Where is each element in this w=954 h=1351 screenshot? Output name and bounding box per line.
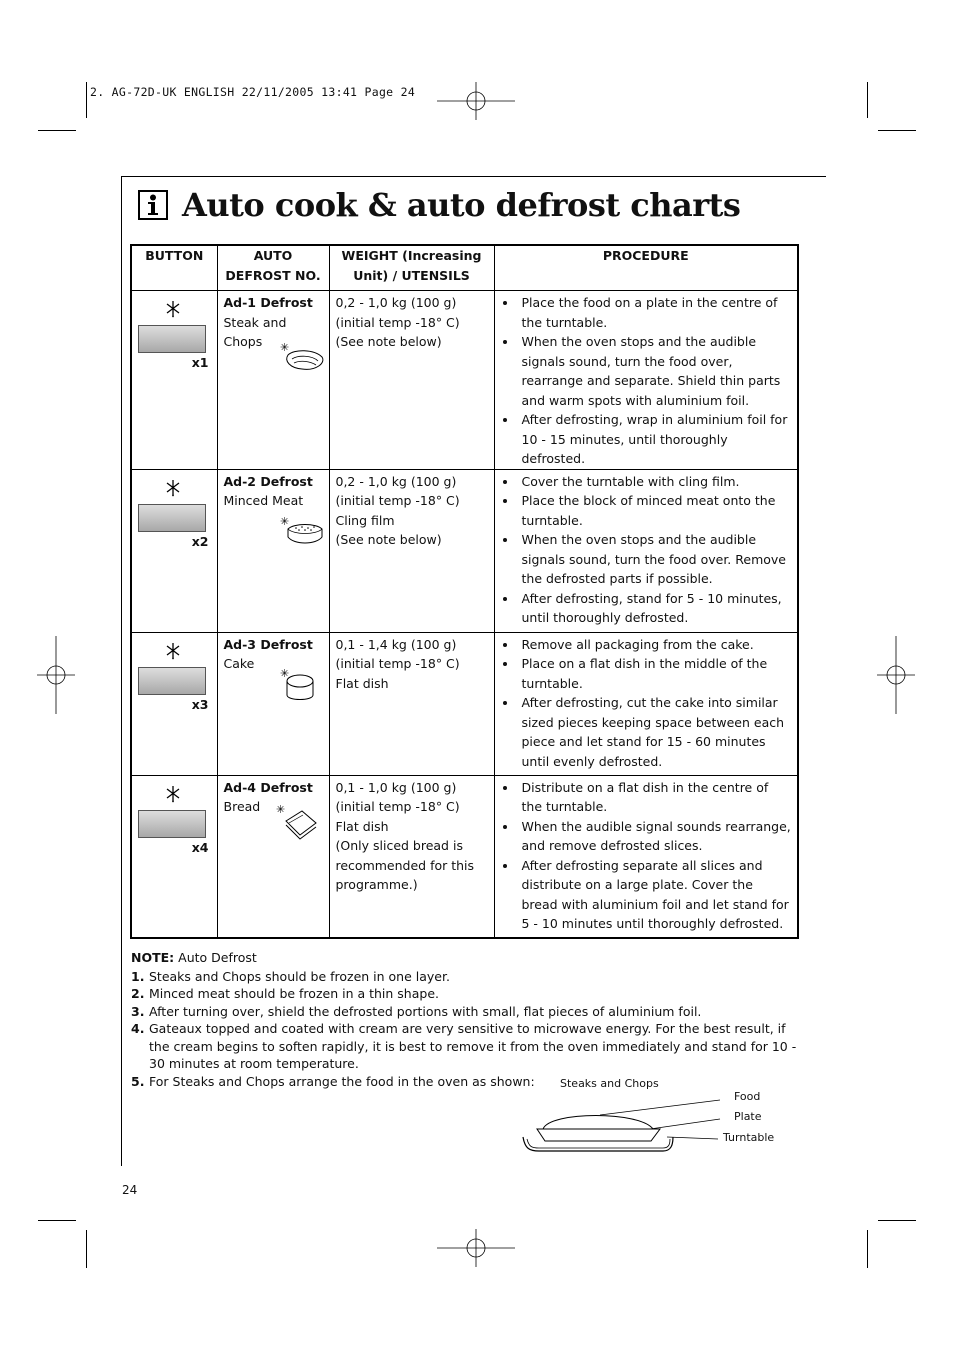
programme-cell xyxy=(217,775,329,938)
button-cell xyxy=(131,291,217,470)
note-number: 1. xyxy=(131,968,145,984)
programme-name: Ad-2 Defrost xyxy=(223,473,313,489)
food-type: Minced Meat xyxy=(223,493,304,508)
weight-line: (Only sliced bread is recommended for this programme.) xyxy=(335,838,475,892)
svg-text:✳: ✳ xyxy=(279,514,289,528)
crop-mark xyxy=(867,82,868,118)
note-label: NOTE: xyxy=(131,950,175,965)
table-header-row xyxy=(131,245,798,291)
column-header: PROCEDURE xyxy=(494,245,798,291)
weight-line: 0,2 - 1,0 kg (100 g) xyxy=(335,473,457,489)
note-text: After turning over, shield the defrosted portions with small, flat pieces of aluminium foil. xyxy=(149,1003,702,1019)
weight-line: (initial temp -18° C) xyxy=(335,314,460,330)
press-count: x3 xyxy=(191,696,209,712)
button-cell xyxy=(131,469,217,632)
procedure-step: • When the audible signal sounds rearrange, and remove defrosted slices. xyxy=(518,817,792,856)
programme-name: Ad-1 Defrost xyxy=(223,295,313,310)
crop-mark xyxy=(878,130,916,131)
procedure-step: • After defrosting, cut the cake into similar sized pieces keeping space between each piece and let stand for 15 - 60 minutes until evenly defrosted. xyxy=(518,693,792,771)
procedure-step: • Place on a flat dish in the middle of the turntable. xyxy=(518,654,792,693)
weight-line: Flat dish xyxy=(335,675,389,691)
weight-cell xyxy=(329,632,494,775)
list-item xyxy=(131,1003,803,1021)
weight-line: (See note below) xyxy=(335,532,442,547)
diagram-caption: Steaks and Chops xyxy=(560,1077,659,1090)
procedure-step: • Distribute on a flat dish in the centre of the turntable. xyxy=(518,778,792,817)
procedure-step: • Place the food on a plate in the centre of the turntable. xyxy=(518,293,792,332)
page-header xyxy=(138,186,740,224)
procedure-step: • When the oven stops and the audible signals sound, turn the food over, rearrange and separate. Shield thin parts and warm spots with aluminium foil. xyxy=(518,332,792,410)
procedure-step: • Cover the turntable with cling film. xyxy=(518,472,792,492)
procedure-step: • Remove all packaging from the cake. xyxy=(518,635,792,655)
info-icon xyxy=(138,190,168,220)
weight-cell xyxy=(329,775,494,938)
crop-mark xyxy=(867,1230,868,1268)
procedure-cell xyxy=(494,775,798,938)
meat-icon xyxy=(280,341,328,381)
procedure-list xyxy=(501,635,792,772)
page-number: 24 xyxy=(122,1183,138,1197)
food-type: Cake xyxy=(223,656,255,671)
note-number: 2. xyxy=(131,986,145,1001)
weight-line: Flat dish xyxy=(335,818,389,834)
table-row xyxy=(131,469,798,632)
weight-line: (initial temp -18° C) xyxy=(335,799,460,814)
defrost-snowflake-icon xyxy=(165,479,181,499)
crop-mark xyxy=(86,1230,87,1268)
cake-icon xyxy=(280,667,316,711)
defrost-snowflake-icon xyxy=(165,300,181,320)
weight-line: (initial temp -18° C) xyxy=(335,656,460,671)
procedure-step: • Place the block of minced meat onto the turntable. xyxy=(518,491,792,530)
programme-name: Ad-3 Defrost xyxy=(223,636,313,652)
programme-name: Ad-4 Defrost xyxy=(223,779,313,795)
auto-defrost-button[interactable] xyxy=(138,325,206,353)
programme-cell xyxy=(217,469,329,632)
column-header: AUTO DEFROST NO. xyxy=(217,245,329,291)
defrost-snowflake-icon xyxy=(165,785,181,805)
note-number: 3. xyxy=(131,1003,145,1019)
weight-cell xyxy=(329,469,494,632)
defrost-snowflake-icon xyxy=(165,642,181,662)
press-count: x2 xyxy=(191,533,209,549)
weight-line: Cling film xyxy=(335,512,395,528)
list-item xyxy=(131,1020,803,1073)
note-subject: Auto Defrost xyxy=(178,950,257,965)
plate-label: Plate xyxy=(734,1110,762,1123)
procedure-step: • After defrosting, stand for 5 - 10 minutes, until thoroughly defrosted. xyxy=(518,589,792,628)
registration-mark-icon xyxy=(437,82,515,120)
note-number: 4. xyxy=(131,1021,145,1036)
svg-text:✳: ✳ xyxy=(279,341,289,354)
svg-text:✳: ✳ xyxy=(275,802,285,816)
list-item xyxy=(131,985,803,1003)
mince-block-icon xyxy=(280,515,328,555)
note-text: Steaks and Chops should be frozen in one layer. xyxy=(149,968,450,984)
weight-line: (See note below) xyxy=(335,334,442,349)
crop-mark xyxy=(86,82,87,118)
list-item xyxy=(131,968,803,986)
print-slug: 2. AG-72D-UK ENGLISH 22/11/2005 13:41 Page 24 xyxy=(90,85,416,99)
bread-icon xyxy=(276,803,320,847)
procedure-step: • After defrosting, wrap in aluminium foil for 10 - 15 minutes, until thoroughly defrosted. xyxy=(518,410,792,469)
registration-mark-icon xyxy=(37,636,75,714)
procedure-step: • After defrosting separate all slices and distribute on a large plate. Cover the bread with aluminium foil and let stand for 5 - 10 minutes until thoroughly defrosted. xyxy=(518,856,792,934)
procedure-list xyxy=(501,472,792,628)
notes-section xyxy=(131,949,803,1090)
programme-cell xyxy=(217,291,329,470)
page-title: Auto cook & auto defrost charts xyxy=(182,186,741,224)
note-number: 5. xyxy=(131,1073,145,1089)
note-text: Gateaux topped and coated with cream are very sensitive to microwave energy. For the best result, if the cream begins to soften rapidly, it is best to remove it from the oven immediately and stand for 10 - 30 minutes at room temperature. xyxy=(149,1021,797,1071)
note-text: Minced meat should be frozen in a thin shape. xyxy=(149,986,439,1001)
page-frame-left xyxy=(121,176,122,1166)
procedure-cell xyxy=(494,291,798,470)
auto-defrost-button[interactable] xyxy=(138,667,206,695)
button-cell xyxy=(131,632,217,775)
food-label: Food xyxy=(734,1090,761,1103)
weight-line: 0,1 - 1,4 kg (100 g) xyxy=(335,636,457,652)
page-frame-top xyxy=(121,176,826,177)
note-text: For Steaks and Chops arrange the food in the oven as shown: xyxy=(149,1073,535,1089)
weight-line: (initial temp -18° C) xyxy=(335,493,460,508)
table-row xyxy=(131,775,798,938)
crop-mark xyxy=(878,1220,916,1221)
table-row xyxy=(131,291,798,470)
column-header: WEIGHT (Increasing Unit) / UTENSILS xyxy=(329,245,494,291)
auto-defrost-button[interactable] xyxy=(138,504,206,532)
svg-text:✳: ✳ xyxy=(279,666,289,680)
weight-cell xyxy=(329,291,494,470)
procedure-step: • When the oven stops and the audible signals sound, turn the food over. Remove the defrosted parts if possible. xyxy=(518,530,792,589)
turntable-label: Turntable xyxy=(723,1131,775,1144)
procedure-cell xyxy=(494,632,798,775)
turntable-diagram xyxy=(515,1075,795,1160)
weight-line: 0,1 - 1,0 kg (100 g) xyxy=(335,779,457,795)
auto-defrost-button[interactable] xyxy=(138,810,206,838)
programme-cell xyxy=(217,632,329,775)
procedure-list xyxy=(501,293,792,469)
defrost-chart xyxy=(130,244,799,939)
procedure-cell xyxy=(494,469,798,632)
registration-mark-icon xyxy=(437,1229,515,1267)
food-type: Bread xyxy=(223,799,261,814)
procedure-list xyxy=(501,778,792,934)
food-type: Steak and Chops xyxy=(223,314,287,349)
crop-mark xyxy=(38,1220,76,1221)
weight-line: 0,2 - 1,0 kg (100 g) xyxy=(335,295,457,310)
press-count: x4 xyxy=(191,839,209,855)
press-count: x1 xyxy=(191,355,209,370)
crop-mark xyxy=(38,130,76,131)
notes-list xyxy=(131,968,803,1091)
plate-drawing-icon xyxy=(515,1075,795,1160)
registration-mark-icon xyxy=(877,636,915,714)
table-row xyxy=(131,632,798,775)
button-cell xyxy=(131,775,217,938)
column-header: BUTTON xyxy=(131,245,217,291)
